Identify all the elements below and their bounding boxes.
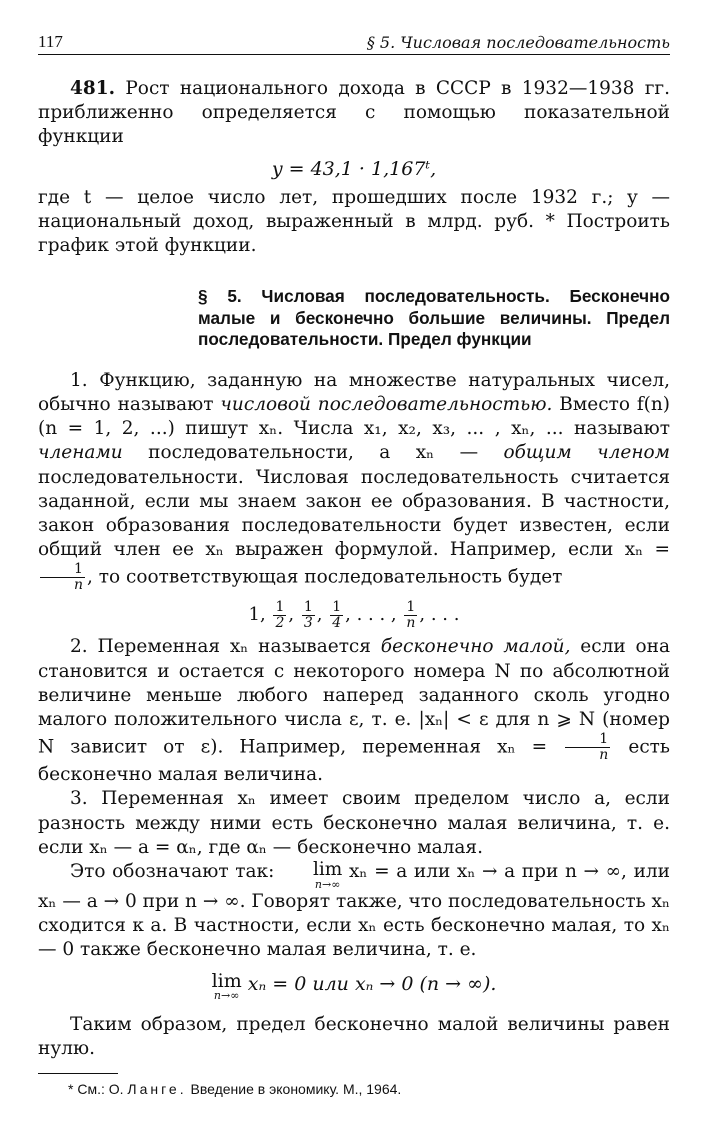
footnote-mark: * См.: О. — [68, 1080, 124, 1097]
frac-num: 1 — [275, 598, 285, 615]
problem-text-1: Рост национального дохода в СССР в 1932—1938 гг. приближенно определяется с помощью показательной функции — [38, 78, 670, 148]
frac-den: n — [599, 747, 609, 764]
sequence-display: 1, $\frac{1}{2}$ , $\frac{1}{3}$ , $\frac{1}{4}$ , . . . , $\frac{1}{n}$ , . . . — [248, 598, 460, 631]
para4-t1: Это обозначают так: — [70, 860, 281, 882]
limit-formula — [38, 971, 670, 1001]
fraction-1-over-n — [40, 562, 85, 593]
term-infinitesimal: бесконечно малой, — [380, 636, 571, 658]
exponential-formula: y = 43,1 · 1,167ᵗ, — [271, 157, 437, 180]
lim-subscript: n→∞ — [213, 988, 240, 1002]
page-number: 117 — [38, 32, 63, 51]
para2-t2: если она становится и остается с некоторого номера N по абсолютной величине меньше любого наперед заданного сколь угодно малого положительного числа ε, т. е. |xₙ| < ε для n ⩾ N (номер N зависит от ε). Например, переменная xₙ = — [38, 636, 671, 758]
seq-frac-1 — [273, 600, 286, 631]
paragraph-5: Таким образом, предел бесконечно малой величины равен нулю. — [38, 1013, 670, 1059]
footnote-author: Ланге. — [127, 1080, 187, 1097]
paragraph-1 — [38, 369, 670, 594]
limit-formula-rest: xₙ = 0 или xₙ → 0 (n → ∞). — [241, 972, 497, 995]
lim-subscript: n→∞ — [314, 877, 341, 891]
para1-t2: Вместо f(n) (n = 1, 2, ...) пишут xₙ. Числа x₁, x₂, x₃, ... , xₙ, ... называют — [38, 393, 671, 440]
limit-notation — [281, 860, 342, 890]
limit-notation-2 — [212, 971, 242, 1001]
problem-481-text — [38, 77, 670, 150]
section-heading: § 5. Числовая последовательность. Бесконечно малые и бесконечно большие величины. Предел последовательности. Предел функции — [198, 286, 670, 350]
term-sequence: числовой последовательностью. — [220, 393, 553, 415]
term-general-member: общим членом — [503, 442, 671, 464]
seq-frac-2 — [302, 600, 315, 631]
frac-num: 1 — [565, 732, 610, 748]
lim-word: lim — [312, 858, 343, 880]
paragraph-4 — [38, 860, 670, 963]
running-header — [38, 30, 670, 55]
footnote-text: Введение в экономику. М., 1964. — [186, 1080, 402, 1097]
para1-t1: 1. Функцию, заданную на множестве натуральных чисел, обычно называют — [38, 369, 670, 415]
frac-den: n — [406, 614, 416, 631]
frac-den: 4 — [332, 614, 342, 631]
lim-word: lim — [211, 969, 242, 992]
problem-number: 481. — [70, 78, 116, 99]
paragraph-3: 3. Переменная xₙ имеет своим пределом число a, если разность между ними есть бесконечно малая величина, т. е. если xₙ — a = αₙ, где αₙ — бесконечно малая. — [38, 788, 670, 858]
para1-t5: , то соответствующая последовательность будет — [87, 566, 563, 588]
seq-frac-3 — [330, 600, 343, 631]
term-members: членами — [38, 442, 123, 464]
running-title: § 5. Числовая последовательность — [366, 33, 670, 52]
seq-frac-last — [404, 600, 417, 631]
para1-t4: последовательности. Числовая последовательность считается заданной, если мы знаем закон ее образования. В частности, закон образования последовательности будет известен, если общий член ее xₙ выражен формулой. Например, если xₙ = — [38, 466, 670, 561]
footnote-divider — [38, 1073, 118, 1074]
seq-dots-1: , . . . , — [345, 604, 397, 626]
seq-dots-2: , . . . — [419, 604, 460, 626]
problem-text-2: где t — целое число лет, прошедших после 1932 г.; y — национальный доход, выраженный в млрд. руб. * Построить график этой функции. — [38, 186, 670, 257]
para2-t1: 2. Переменная xₙ называется — [70, 636, 381, 658]
para2-t3: есть бесконечно малая величина. — [38, 736, 670, 786]
frac-num: 1 — [404, 600, 417, 616]
frac-den: 3 — [303, 614, 313, 631]
frac-num: 1 — [332, 598, 342, 615]
frac-num: 1 — [303, 598, 313, 615]
para4-t2: xₙ = a или xₙ → a при n → ∞, или xₙ — a → 0 при n → ∞. Говорят также, что последовательность xₙ сходится к a. В частности, если xₙ есть бесконечно малая, то xₙ — 0 также бесконечно малая величина, т. е. — [38, 860, 670, 961]
frac-den: 2 — [275, 614, 285, 631]
seq-first: 1, — [248, 604, 266, 626]
footnote — [68, 1080, 670, 1098]
frac-num: 1 — [40, 562, 85, 578]
textbook-page — [38, 30, 670, 1098]
para1-t3: последовательности, а xₙ — — [122, 442, 504, 464]
fraction-1-over-n-2 — [565, 732, 610, 763]
frac-den: n — [74, 577, 84, 594]
paragraph-2 — [38, 635, 670, 787]
